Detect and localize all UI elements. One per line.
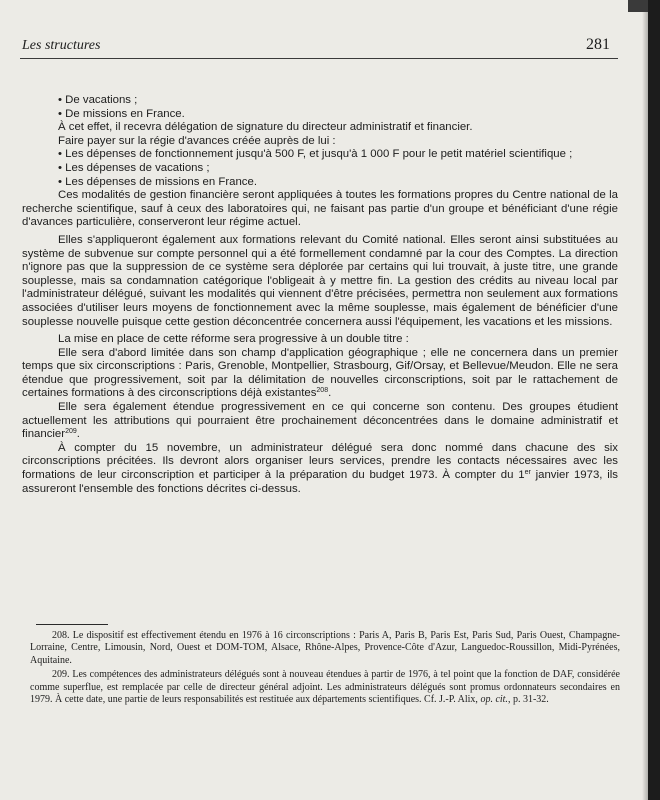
paragraph-champ-geographique: Elle sera d'abord limitée dans son champ d'application géographique ; elle ne concernera dans un premier temps que six circonscriptions : Paris, Grenoble, Montpellier, Strasbourg, Gif/Orsay, et Bellevue/Meudon. Elle ne sera étendue que progressivement, soit par la délimitation de nouvelles circonscriptions, soit par le rattachement de certaines formations à des circonscriptions déjà existantes$^{208}$. bbox=[22, 346, 618, 400]
scan-corner-mark bbox=[628, 0, 648, 12]
paragraph-text: janvier 1973, ils assureront l'ensemble des fonctions décrites ci-dessus. bbox=[22, 469, 619, 495]
footnote-ref-208[interactable]: 208 bbox=[316, 387, 329, 395]
paragraph-administrateur bbox=[22, 442, 618, 496]
main-text bbox=[22, 94, 618, 496]
ordinal-superscript: er bbox=[524, 469, 531, 477]
bullet-depenses-vacations: • Les dépenses de vacations ; bbox=[22, 162, 618, 176]
paragraph-text: Elle sera également étendue progressivement en ce qui concerne son contenu. Des groupes étudient actuellement les attributions qui pourraient être prochainement déconcentrées dans le domaine administratif et financier bbox=[22, 401, 618, 441]
footnotes bbox=[30, 630, 620, 708]
paragraph-regie: Faire payer sur la régie d'avances créée auprès de lui : bbox=[58, 134, 336, 147]
bullet-missions: • De missions en France. bbox=[22, 108, 618, 122]
paragraph-text: À compter du 15 novembre, un administrateur délégué sera donc nommé dans chacune des six circonscriptions précitées. Ils devront alors organiser leurs services, prendre les contacts nécessaires avec les formations de leur circonscription et participer à la préparation du budget 1973. À compter du 1 bbox=[22, 441, 618, 482]
footnote-ref-209[interactable]: 209 bbox=[65, 428, 77, 436]
paragraph-modalites: Ces modalités de gestion financière seront appliquées à toutes les formations propres du Centre national de la recherche scientifique, sauf à ceux des laboratoires qui, ne faisant pas partie d'un groupe et bénéficiant d'une régie d'avances particulière, conserveront leur régime actuel. bbox=[22, 189, 618, 229]
paragraph-comite-national: Elles s'appliqueront également aux formations relevant du Comité national. Elles seront ainsi substituées au système de subvenue sur compte personnel qui a été formellement condamné par la cour des Comptes. La direction n'ignore pas que la suppression de ce système sera déplorée par certains qui lui trouvait, à juste titre, une grande souplesse, mais sa condamnation catégorique l'obligeait à y mettre fin. La gestion des crédits au niveau local par l'administrateur délégué, suivant les modalités qui viennent d'être précisées, permettra non seulement aux formations associées d'utiliser leurs moyens de fonctionnement avec la même souplesse, mais également de bénéficier d'une souplesse nouvelle puisque cette gestion déconcentrée concernera aussi l'équipement, les vacations et les missions. bbox=[22, 233, 618, 328]
section-title: Les structures bbox=[22, 38, 101, 53]
footnote-209 bbox=[30, 669, 620, 706]
footnote-208: 208. Le dispositif est effectivement étendu en 1976 à 16 circonscriptions : Paris A, Paris B, Paris Est, Paris Sud, Paris Ouest, Champagne-Lorraine, Centre, Limousin, Nord, Ouest et DOM-TOM, Alsace, Rhône-Alpes, Provence-Côte d'Azur, Languedoc-Roussillon, Midi-Pyrénées, Aquitaine. bbox=[30, 630, 620, 666]
bullet-depenses-missions: • Les dépenses de missions en France. bbox=[22, 176, 618, 190]
bullet-fonctionnement: • Les dépenses de fonctionnement jusqu'à 500 F, et jusqu'à 1 000 F pour le petit matériel scientifique ; bbox=[22, 148, 618, 162]
footnote-text: , p. 31-32. bbox=[507, 694, 549, 706]
footnote-divider bbox=[36, 624, 108, 625]
paragraph-delegation: À cet effet, il recevra délégation de signature du directeur administratif et financier. bbox=[58, 121, 473, 134]
bullet-vacations: • De vacations ; bbox=[22, 94, 618, 108]
paragraph-text: Elle sera d'abord limitée dans son champ d'application géographique ; elle ne concernera dans un premier temps que six circonscriptions : Paris, Grenoble, Montpellier, Strasbourg, Gif/Orsay, et Bellevue/Meudon. Elle ne sera étendue que progressivement, soit par la délimitation de nouvelles circonscriptions, soit par le rattachement de certaines formations à des circonscriptions déjà existantes bbox=[22, 346, 618, 400]
citation-italic: op. cit. bbox=[480, 694, 508, 706]
page-number: 281 bbox=[586, 36, 610, 53]
paragraph-mise-en-place: La mise en place de cette réforme sera progressive à un double titre : bbox=[58, 333, 409, 346]
page-edge-shadow bbox=[642, 0, 648, 800]
paragraph-contenu: Elle sera également étendue progressivement en ce qui concerne son contenu. Des groupes étudient actuellement les attributions qui pourraient être prochainement déconcentrées dans le domaine administratif et financier$^{209}$. bbox=[22, 401, 618, 441]
running-header bbox=[20, 36, 618, 59]
footnote-text: 209. Les compétences des administrateurs délégués sont à nouveau étendues à partir de 1976, à tel point que la fonction de DAF, considérée comme superflue, est remplacée par celle de directeur général adjoint. Les administrateurs délégués sont promus ordonnateurs secondaires en 1979. À cette date, une partie de leurs responsabilités est restituée aux départements scientifiques. Cf. J.-P. Alix, bbox=[30, 669, 620, 706]
